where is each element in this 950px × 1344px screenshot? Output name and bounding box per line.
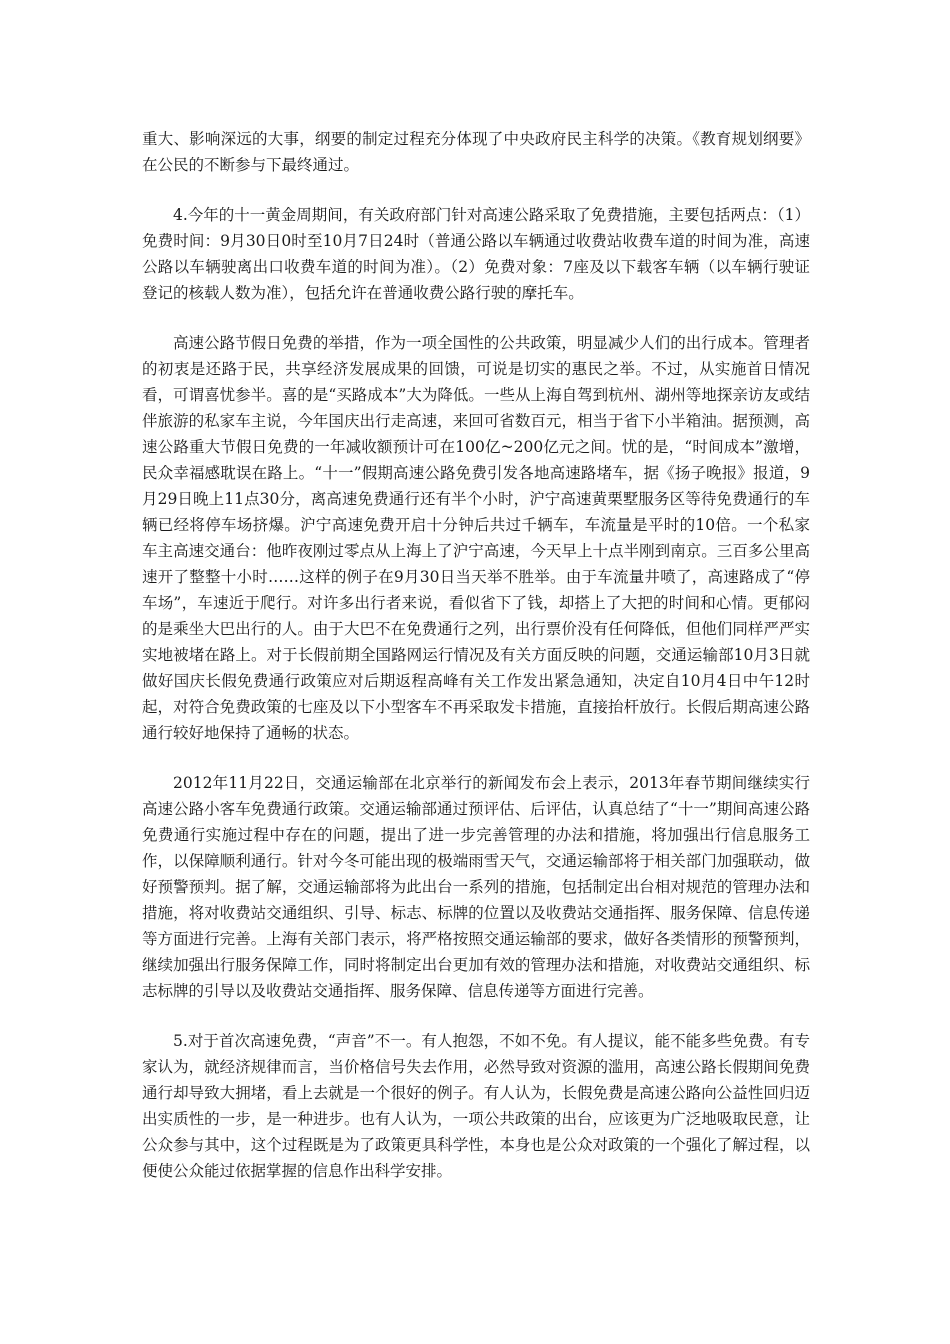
paragraph-holiday-toll-free: 高速公路节假日免费的举措，作为一项全国性的公共政策，明显减少人们的出行成本。管理者的初衷是还路于民，共享经济发展成果的回馈，可说是切实的惠民之举。不过，从实施首日情况看，可谓喜忧参半。喜的是“买路成本”大为降低。一些从上海自驾到杭州、湖州等地探亲访友或结伴旅游的私家车主说，今年国庆出行走高速，来回可省数百元，相当于省下小半箱油。据预测，高速公路重大节假日免费的一年减收额预计可在100亿~200亿元之间。忧的是，“时间成本”激增，民众幸福感耽误在路上。“十一”假期高速公路免费引发各地高速路堵车，据《扬子晚报》报道，9月29日晚上11点30分，离高速免费通行还有半个小时，沪宁高速黄栗墅服务区等待免费通行的车辆已经将停车场挤爆。沪宁高速免费开启十分钟后共过千辆车，车流量是平时的10倍。一个私家车主高速交通台：他昨夜刚过零点从上海上了沪宁高速，今天早上十点半刚到南京。三百多公里高速开了整整十小时……这样的例子在9月30日当天举不胜举。由于车流量井喷了，高速路成了“停车场”，车速近于爬行。对许多出行者来说，看似省下了钱，却搭上了大把的时间和心情。更郁闷的是乘坐大巴出行的人。由于大巴不在免费通行之列，出行票价没有任何降低，但他们同样严严实实地被堵在路上。对于长假前期全国路网运行情况及有关方面反映的问题，交通运输部10月3日就做好国庆长假免费通行政策应对后期返程高峰有关工作发出紧急通知，决定自10月4日中午12时起，对符合免费政策的七座及以下小型客车不再采取发卡措施，直接抬杆放行。长假后期高速公路通行较好地保持了通畅的状态。 [142,334,810,742]
paragraph-ministry-announcement: 2012年11月22日，交通运输部在北京举行的新闻发布会上表示，2013年春节期间继续实行高速公路小客车免费通行政策。交通运输部通过预评估、后评估，认真总结了“十一”期间高速公路免费通行实施过程中存在的问题，提出了进一步完善管理的办法和措施，将加强出行信息服务工作，以保障顺利通行。针对今冬可能出现的极端雨雪天气，交通运输部将于相关部门加强联动，做好预警预判。据了解，交通运输部将为此出台一系列的措施，包括制定出台相对规范的管理办法和措施，将对收费站交通组织、引导、标志、标牌的位置以及收费站交通指挥、服务保障、信息传递等方面进行完善。上海有关部门表示，将严格按照交通运输部的要求，做好各类情形的预警预判，继续加强出行服务保障工作，同时将制定出台更加有效的管理办法和措施，对收费站交通组织、标志标牌的引导以及收费站交通指挥、服务保障、信息传递等方面进行完善。 [142,774,810,1000]
document-body [142,126,810,1208]
paragraph-item-5: 5.对于首次高速免费，“声音”不一。有人抱怨，不如不免。有人提议，能不能多些免费。有专家认为，就经济规律而言，当价格信号失去作用，必然导致对资源的滥用，高速公路长假期间免费通行却导致大拥堵，看上去就是一个很好的例子。有人认为，长假免费是高速公路向公益性回归迈出实质性的一步，是一种进步。也有人认为，一项公共政策的出台，应该更为广泛地吸取民意，让公众参与其中，这个过程既是为了政策更具科学性，本身也是公众对政策的一个强化了解过程，以便使公众能过依据掌握的信息作出科学安排。 [142,1032,810,1180]
paragraph-continuation: 重大、影响深远的大事，纲要的制定过程充分体现了中央政府民主科学的决策。《教育规划纲要》在公民的不断参与下最终通过。 [142,130,810,174]
paragraph-item-4: 4.今年的十一黄金周期间，有关政府部门针对高速公路采取了免费措施，主要包括两点：（1）免费时间：9月30日0时至10月7日24时（普通公路以车辆通过收费站收费车道的时间为准，高速公路以车辆驶离出口收费车道的时间为准）。（2）免费对象：7座及以下载客车辆（以车辆行驶证登记的核载人数为准），包括允许在普通收费公路行驶的摩托车。 [142,206,810,302]
